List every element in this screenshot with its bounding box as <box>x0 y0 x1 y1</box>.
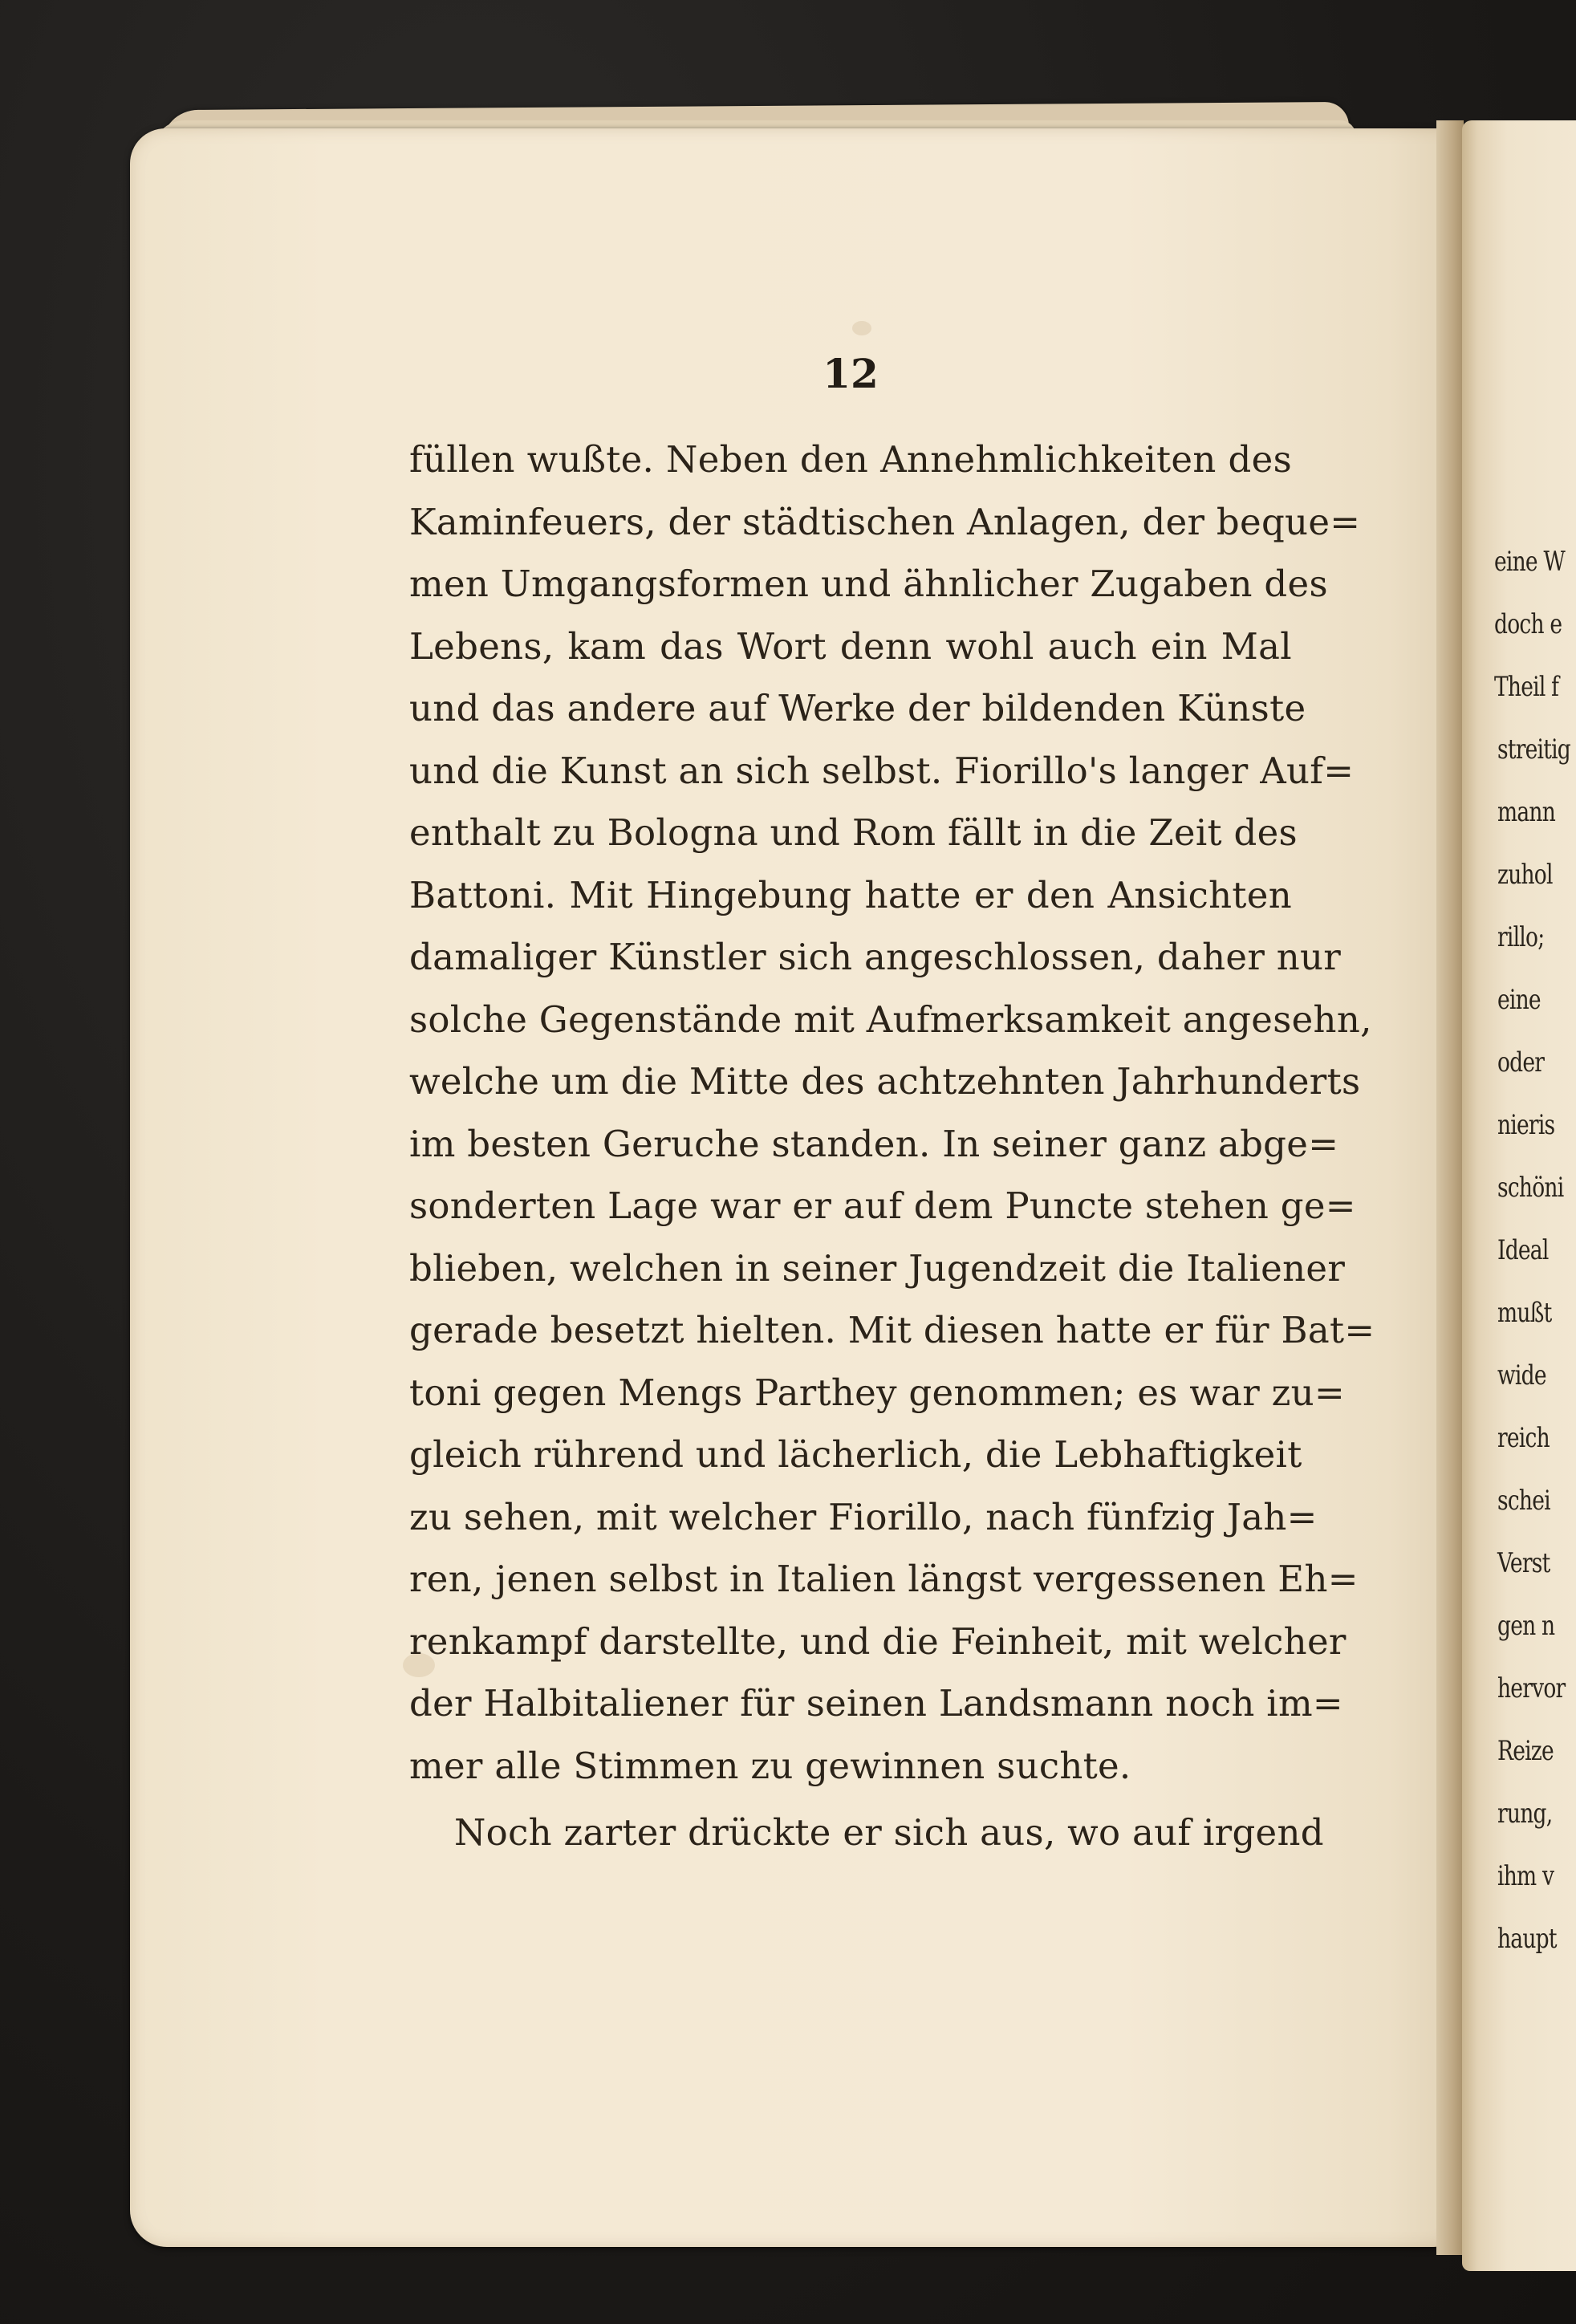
text-line: zu sehen, mit welcher Fiorillo, nach fünfzig Jah= <box>409 1495 1318 1538</box>
text-line: Battoni. Mit Hingebung hatte er den Ansichten <box>409 873 1292 916</box>
text-line: gerade besetzt hielten. Mit diesen hatte er für Bat= <box>409 1309 1375 1351</box>
facing-text-fragment: haupt <box>1497 1923 1557 1955</box>
paragraph-start-line: Noch zarter drückte er sich aus, wo auf irgend <box>454 1811 1324 1854</box>
facing-text-fragment: ihm v <box>1497 1860 1554 1892</box>
facing-text-fragment: oder <box>1497 1046 1545 1079</box>
text-line: renkampf darstellte, und die Feinheit, mit welcher <box>409 1619 1347 1663</box>
text-line: solche Gegenstände mit Aufmerksamkeit angesehn, <box>409 997 1372 1041</box>
facing-text-fragment: streitig <box>1497 733 1571 766</box>
facing-text-fragment: Ideal <box>1497 1234 1549 1266</box>
facing-text-fragment: schei <box>1497 1485 1550 1517</box>
book-gutter <box>1436 120 1464 2255</box>
facing-text-fragment: eine <box>1497 984 1541 1016</box>
text-line: Kaminfeuers, der städtischen Anlagen, der beque= <box>409 500 1361 543</box>
book-page-right <box>1462 120 1576 2271</box>
page-number: 12 <box>823 350 879 397</box>
text-line: men Umgangsformen und ähnlicher Zugaben des <box>409 563 1328 605</box>
text-line: sonderten Lage war er auf dem Puncte stehen ge= <box>409 1184 1356 1227</box>
text-line: welche um die Mitte des achtzehnten Jahrhunderts <box>409 1060 1361 1103</box>
text-line: und die Kunst an sich selbst. Fiorillo's langer Auf= <box>409 749 1355 792</box>
facing-text-fragment: reich <box>1497 1422 1550 1454</box>
facing-text-fragment: rung, <box>1497 1798 1553 1830</box>
text-line: im besten Geruche standen. In seiner ganz abge= <box>409 1122 1339 1165</box>
facing-text-fragment: wide <box>1497 1359 1546 1392</box>
facing-text-fragment: Verst <box>1497 1547 1550 1579</box>
facing-text-fragment: mann <box>1497 796 1556 828</box>
text-line: füllen wußte. Neben den Annehmlichkeiten des <box>409 438 1292 481</box>
facing-text-fragment: schöni <box>1497 1172 1564 1204</box>
facing-text-fragment: rillo; <box>1497 921 1545 953</box>
facing-text-fragment: mußt <box>1497 1297 1552 1329</box>
facing-text-fragment: Reize <box>1497 1735 1554 1767</box>
facing-text-fragment: nieris <box>1497 1109 1555 1141</box>
paper-stain <box>852 321 871 335</box>
facing-text-fragment: Theil f <box>1494 671 1559 703</box>
facing-text-fragment: gen n <box>1497 1610 1555 1642</box>
text-line: ren, jenen selbst in Italien längst vergessenen Eh= <box>409 1558 1359 1600</box>
text-line: mer alle Stimmen zu gewinnen suchte. <box>409 1744 1131 1787</box>
text-line: gleich rührend und lächerlich, die Lebhaftigkeit <box>409 1433 1302 1476</box>
text-line: der Halbitaliener für seinen Landsmann noch im= <box>409 1682 1343 1725</box>
text-line: Lebens, kam das Wort denn wohl auch ein Mal <box>409 624 1292 668</box>
text-line: blieben, welchen in seiner Jugendzeit die Italiener <box>409 1246 1346 1290</box>
text-line: toni gegen Mengs Parthey genommen; es war zu= <box>409 1371 1345 1414</box>
facing-text-fragment: doch e <box>1494 608 1562 640</box>
facing-text-fragment: eine W <box>1494 546 1565 578</box>
text-line: damaliger Künstler sich angeschlossen, daher nur <box>409 936 1342 978</box>
text-line: und das andere auf Werke der bildenden Künste <box>409 687 1306 729</box>
facing-text-fragment: hervor <box>1497 1672 1566 1704</box>
facing-text-fragment: zuhol <box>1497 859 1553 891</box>
text-line: enthalt zu Bologna und Rom fällt in die Zeit des <box>409 811 1298 854</box>
